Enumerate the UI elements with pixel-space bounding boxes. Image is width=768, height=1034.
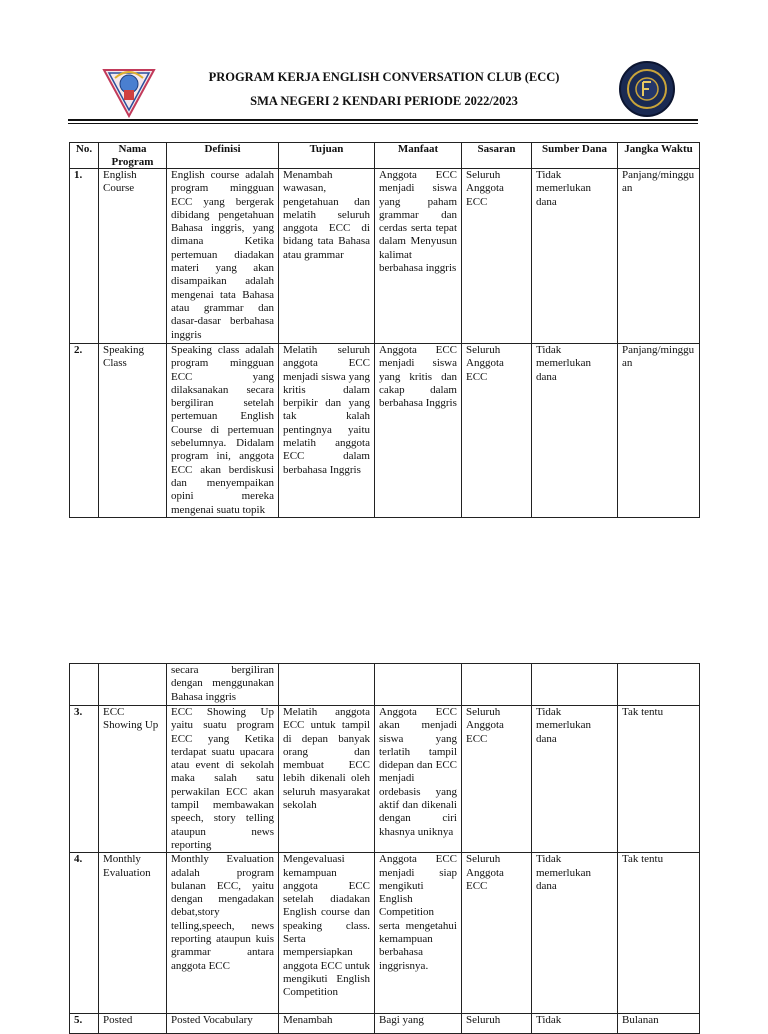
column-header: No. bbox=[70, 143, 99, 169]
program-benefit: Anggota ECC menjadi siswa yang paham grammar dan cerdas serta tepat dalam Menyusun kalimat berbahasa inggris bbox=[375, 169, 462, 344]
program-benefit: Anggota ECC menjadi siap mengikuti English Competition serta mengetahui kemampuan berbahasa inggrisnya. bbox=[375, 853, 462, 1014]
program-duration: Bulanan bbox=[618, 1014, 700, 1034]
row-number: 4. bbox=[70, 853, 99, 1014]
column-header: Sasaran bbox=[462, 143, 532, 169]
document-header bbox=[0, 0, 768, 130]
program-funding: Tidak memerlukan dana bbox=[532, 706, 618, 853]
table-header-row bbox=[70, 143, 700, 169]
column-header: Manfaat bbox=[375, 143, 462, 169]
document-subtitle: SMA NEGERI 2 KENDARI PERIODE 2022/2023 bbox=[250, 94, 518, 108]
program-duration: Panjang/mingguan bbox=[618, 169, 700, 344]
document-title: PROGRAM KERJA ENGLISH CONVERSATION CLUB (ECC) bbox=[208, 70, 560, 84]
row-number: 1. bbox=[70, 169, 99, 344]
program-name: Speaking Class bbox=[99, 344, 167, 518]
program-funding: Tidak memerlukan dana bbox=[532, 169, 618, 344]
program-target: Seluruh bbox=[462, 1014, 532, 1034]
program-funding: Tidak memerlukan dana bbox=[532, 344, 618, 518]
column-header: Definisi bbox=[167, 143, 279, 169]
program-goal: Melatih anggota ECC untuk tampil di depan banyak orang dan membuat ECC lebih dikenali oleh seluruh masyarakat sekolah bbox=[279, 706, 375, 853]
program-goal: Menambah wawasan, pengetahuan dan melatih seluruh anggota ECC di bidang tata Bahasa atau grammar bbox=[279, 169, 375, 344]
program-target: Seluruh Anggota ECC bbox=[462, 344, 532, 518]
program-definition: Monthly Evaluation adalah program bulanan ECC, yaitu dengan mengadakan debat,story telling,speech, news reporting ataupun kuis grammar antara anggota ECC bbox=[167, 853, 279, 1014]
program-target: Seluruh Anggota ECC bbox=[462, 853, 532, 1014]
column-header: Sumber Dana bbox=[532, 143, 618, 169]
program-benefit: Bagi yang bbox=[375, 1014, 462, 1034]
program-goal: Melatih seluruh anggota ECC menjadi siswa yang kritis dalam berpikir dan yang tak kalah pentingnya yaitu melatih anggota ECC dalam berbahasa Inggris bbox=[279, 344, 375, 518]
row-number: 5. bbox=[70, 1014, 99, 1034]
program-name: Posted bbox=[99, 1014, 167, 1034]
program-table-page-1 bbox=[69, 142, 700, 518]
program-definition: ECC Showing Up yaitu suatu program ECC yang Ketika terdapat suatu upacara atau event di sekolah maka salah satu perwakilan ECC akan tampil membawakan speech, story telling ataupun news reporting bbox=[167, 706, 279, 853]
program-name: English Course bbox=[99, 169, 167, 344]
column-header: Jangka Waktu bbox=[618, 143, 700, 169]
program-target: Seluruh Anggota ECC bbox=[462, 706, 532, 853]
program-funding: Tidak memerlukan dana bbox=[532, 853, 618, 1014]
program-duration: Tak tentu bbox=[618, 706, 700, 853]
program-benefit: Anggota ECC akan menjadi siswa yang terlatih tampil didepan dan ECC menjadi ordebasis yang aktif dan dikenali dengan ciri khasnya uniknya bbox=[375, 706, 462, 853]
program-goal: Mengevaluasi kemampuan anggota ECC setelah diadakan English course dan speaking class. Serta mempersiapkan anggota ECC untuk mengikuti English Competition bbox=[279, 853, 375, 1014]
school-emblem-icon bbox=[100, 60, 158, 118]
table-row bbox=[70, 169, 700, 344]
header-rule-thin bbox=[68, 123, 698, 124]
header-rule bbox=[68, 119, 698, 121]
table-row bbox=[70, 344, 700, 518]
row-number: 3. bbox=[70, 706, 99, 853]
table-row bbox=[70, 853, 700, 1014]
program-duration: Tak tentu bbox=[618, 853, 700, 1014]
column-header: Nama Program bbox=[99, 143, 167, 169]
program-benefit: Anggota ECC menjadi siswa yang kritis dan cakap dalam berbahasa Inggris bbox=[375, 344, 462, 518]
column-header: Tujuan bbox=[279, 143, 375, 169]
row-number: 2. bbox=[70, 344, 99, 518]
program-definition: Speaking class adalah program mingguan ECC yang dilaksanakan secara bergiliran setelah pertemuan English Course di pertemuan sebelumnya. Didalam program ini, anggota ECC akan berdiskusi dan menyempaikan opini mereka mengenai suatu topik bbox=[167, 344, 279, 518]
program-definition: Posted Vocabulary bbox=[167, 1014, 279, 1034]
club-seal-icon bbox=[618, 60, 676, 118]
program-funding: Tidak bbox=[532, 1014, 618, 1034]
program-table-page-2 bbox=[69, 663, 700, 1034]
program-definition: English course adalah program mingguan ECC yang bergerak dibidang pengetahuan Bahasa inggris, yang dimana Ketika pertemuan diadakan materi yang akan disampaikan adalah mengenai tata Bahasa atau grammar dan dasar-dasar berbahasa inggris bbox=[167, 169, 279, 344]
program-target: Seluruh Anggota ECC bbox=[462, 169, 532, 344]
program-name: ECC Showing Up bbox=[99, 706, 167, 853]
program-goal: Menambah bbox=[279, 1014, 375, 1034]
table-row bbox=[70, 706, 700, 853]
program-definition-continued: secara bergiliran dengan menggunakan Bahasa inggris bbox=[167, 664, 279, 706]
program-name: Monthly Evaluation bbox=[99, 853, 167, 1014]
table-row-continuation bbox=[70, 664, 700, 706]
program-duration: Panjang/mingguan bbox=[618, 344, 700, 518]
